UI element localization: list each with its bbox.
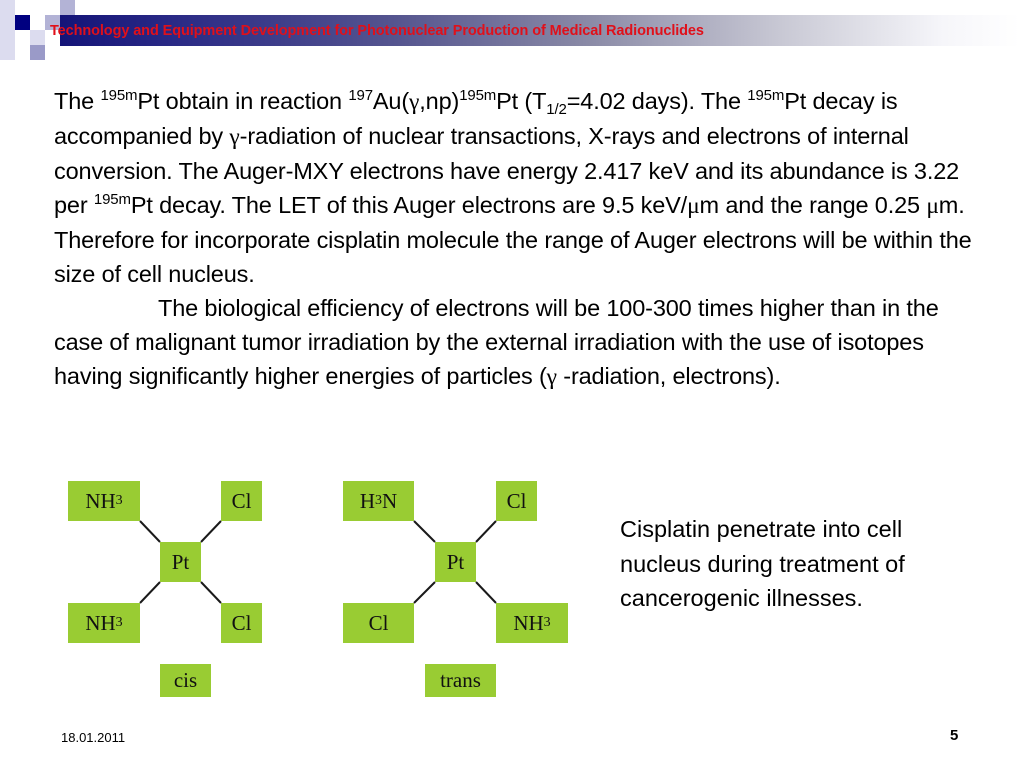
slide-number: 5 [950, 727, 959, 744]
ligand-box-cl: Cl [221, 481, 262, 521]
side-note: Cisplatin penetrate into cell nucleus during treatment of cancerogenic illnesses. [620, 516, 905, 611]
ligand-box-cl: Cl [221, 603, 262, 643]
paragraph-1: The $^{195m}$Pt obtain in reaction $^{197}Au(\gamma,np)^{195m}Pt$ ($T_{1/2}=4.02$ days). The $^{195m}$Pt decay is accompanied by γ-radiation of nuclear transactions, X-rays and electrons of internal conversion. The Auger-MXY electrons have energy 2.417 keV and its abundance is 3.22 per $^{195m}$Pt decay. The LET of this Auger electrons are 9.5 keV/μm and the range 0.25 μm. Therefore for incorporate cisplatin molecule the range of Auger electrons will be within the size of cell nucleus. [54, 87, 972, 287]
ligand-box-nh3: NH 3 [68, 481, 140, 521]
ligand-box-cl: Cl [343, 603, 414, 643]
ligand-box-cl: Cl [496, 481, 537, 521]
platinum-box: Pt [160, 542, 201, 582]
gamma-symbol: γ [546, 364, 557, 390]
gamma-symbol: γ [409, 89, 420, 115]
mu-symbol: μ [687, 193, 700, 219]
mu-symbol: μ [926, 193, 939, 219]
footer-date: 18.01.2011 [61, 730, 126, 745]
trans-label: trans [425, 664, 496, 697]
paragraph-2: The biological efficiency of electrons will be 100-300 times higher than in the case of malignant tumor irradiation by the external irradiation with the use of isotopes having significantly higher energies of particles (γ -radiation, electrons). [54, 295, 939, 390]
cis-label: cis [160, 664, 211, 697]
ligand-box-nh3: NH 3 [496, 603, 568, 643]
ligand-box-nh3: NH 3 [68, 603, 140, 643]
ligand-box-h3n: H 3 N [343, 481, 414, 521]
gamma-symbol: γ [229, 124, 240, 150]
platinum-box: Pt [435, 542, 476, 582]
slide-header-title: Technology and Equipment Development for Photonuclear Production of Medical Radionuclides [50, 23, 704, 39]
